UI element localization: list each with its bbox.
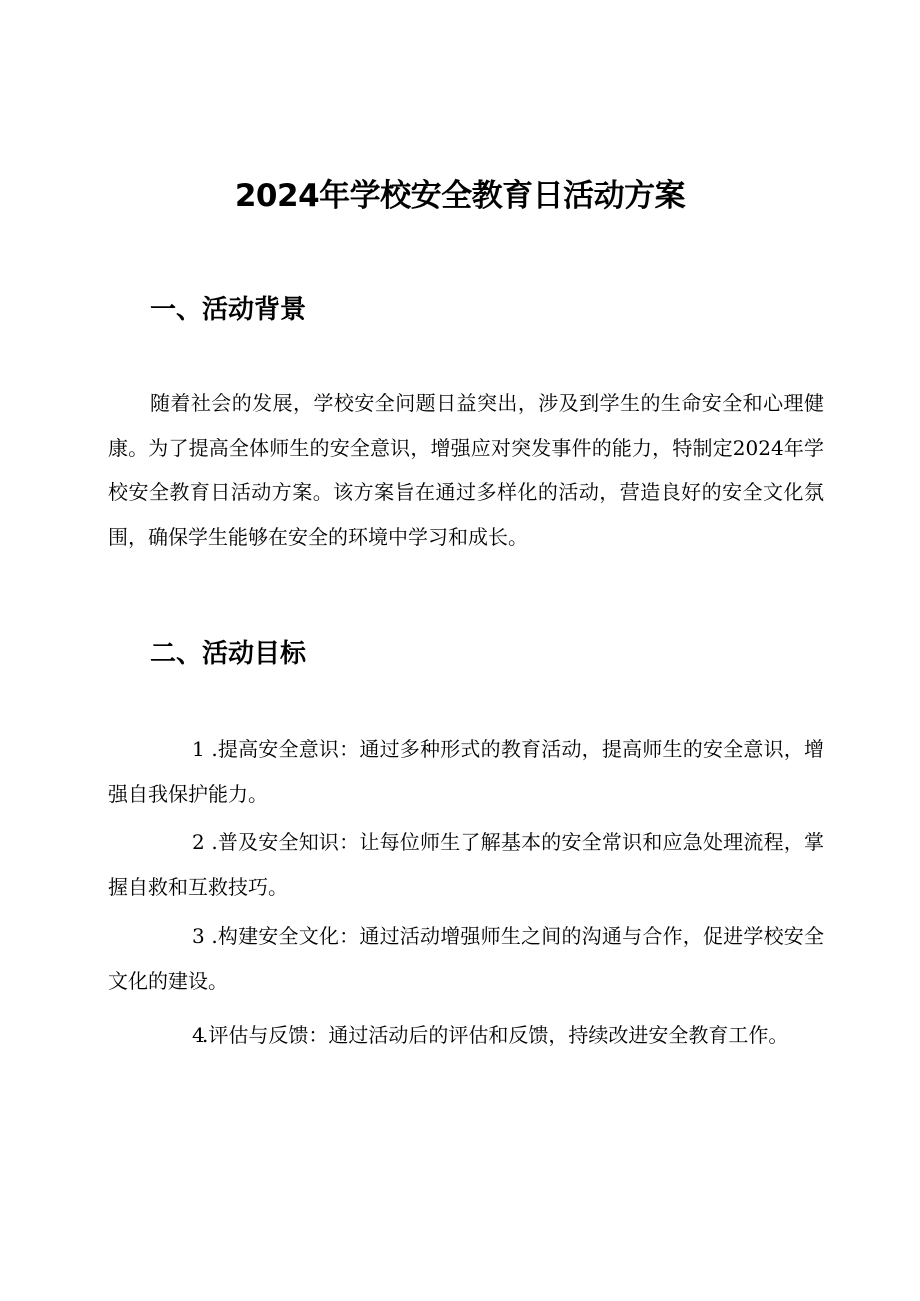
goal-item-text: .普及安全知识：让每位师生了解基本的安全常识和应急处理流程，掌握自救和互救技巧。 (108, 830, 825, 899)
goal-item (108, 1013, 824, 1058)
section-heading-goals: 二、活动目标 (150, 639, 307, 669)
goal-item (108, 914, 824, 1003)
goal-item (108, 727, 824, 816)
goal-item (108, 820, 824, 909)
document-title: 2024年学校安全教育日活动方案 (234, 178, 686, 214)
background-paragraph: 随着社会的发展，学校安全问题日益突出，涉及到学生的生命安全和心理健康。为了提高全体师生的安全意识，增强应对突发事件的能力，特制定2024年学校安全教育日活动方案。该方案旨在通过多样化的活动，营造良好的安全文化氛围，确保学生能够在安全的环境中学习和成长。 (108, 391, 824, 549)
goal-item-text: .评估与反馈：通过活动后的评估和反馈，持续改进安全教育工作。 (202, 1023, 789, 1047)
goal-item-text: .构建安全文化：通过活动增强师生之间的沟通与合作，促进学校安全文化的建设。 (108, 924, 825, 993)
goal-item-number: 4 (192, 1023, 205, 1047)
section-heading-background: 一、活动背景 (150, 295, 307, 325)
goal-item-number: 3 (192, 924, 205, 948)
goal-item-number: 1 (192, 737, 205, 761)
goal-item-number: 2 (192, 830, 205, 854)
goal-item-text: .提高安全意识：通过多种形式的教育活动，提高师生的安全意识，增强自我保护能力。 (108, 737, 825, 806)
